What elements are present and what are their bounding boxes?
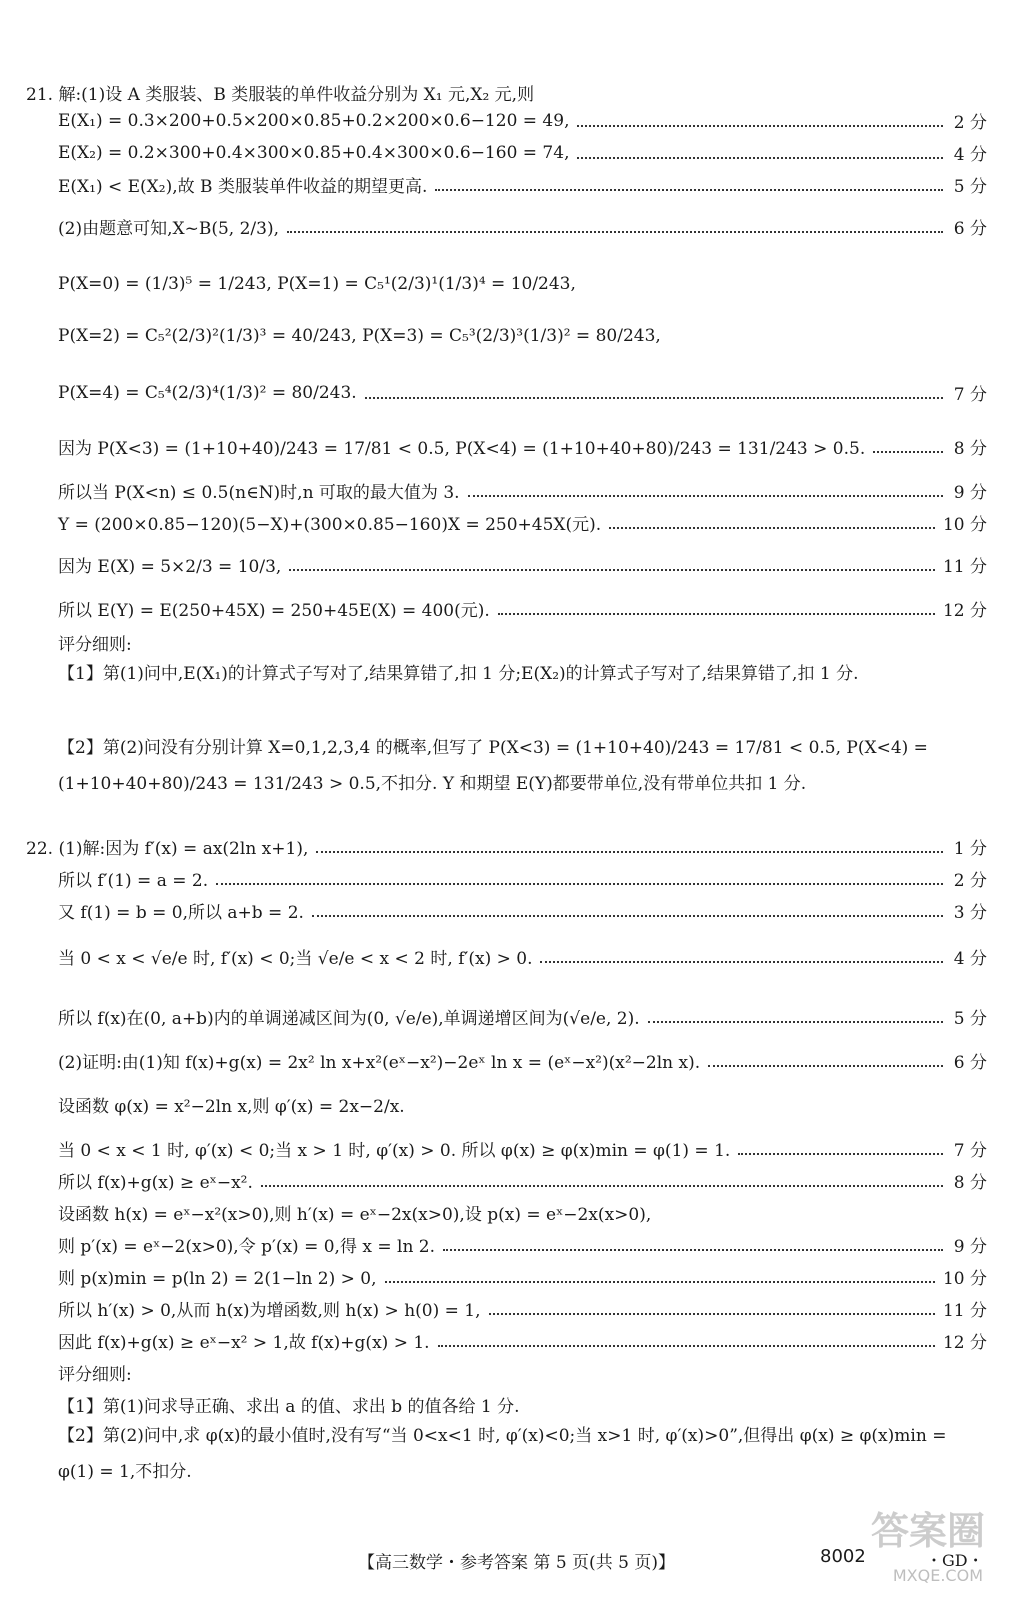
q21-line-2: E(X₂) = 0.2×300+0.4×300×0.85+0.4×300×0.6−160 = 74, 4 分 bbox=[58, 140, 987, 165]
leader-dots bbox=[489, 1312, 935, 1315]
q21-line-12: 所以 E(Y) = E(250+45X) = 250+45E(X) = 400(元). 12 分 bbox=[58, 596, 987, 621]
q22-line-11: 则 p′(x) = eˣ−2(x>0),令 p′(x) = 0,得 x = ln 2. 9 分 bbox=[58, 1232, 987, 1257]
leader-dots bbox=[385, 1280, 935, 1283]
score: 7 分 bbox=[953, 385, 987, 405]
q21-intro: 21. 解:(1)设 A 类服装、B 类服装的单件收益分别为 X₁ 元,X₂ 元,则 bbox=[26, 85, 535, 105]
score: 6 分 bbox=[953, 219, 987, 239]
q22-line-14: 因此 f(x)+g(x) ≥ eˣ−x² > 1,故 f(x)+g(x) > 1. 12 分 bbox=[58, 1328, 987, 1353]
score: 11 分 bbox=[942, 557, 987, 577]
leader-dots bbox=[648, 1020, 943, 1023]
score: 8 分 bbox=[953, 439, 987, 459]
leader-dots bbox=[435, 188, 943, 191]
q22-line-1: 22. (1)解:因为 f′(x) = ax(2ln x+1), 1 分 bbox=[26, 834, 987, 859]
watermark-logo: 答案圈 bbox=[870, 1509, 985, 1553]
leader-dots bbox=[468, 494, 943, 497]
score: 2 分 bbox=[953, 113, 987, 133]
leader-dots bbox=[261, 1184, 943, 1187]
q22-rubric-title: 评分细则: bbox=[58, 1365, 132, 1385]
leader-dots bbox=[216, 882, 943, 885]
score: 1 分 bbox=[953, 839, 987, 859]
leader-dots bbox=[312, 914, 943, 917]
q21-line-1: E(X₁) = 0.3×200+0.5×200×0.85+0.2×200×0.6−120 = 49, 2 分 bbox=[58, 108, 987, 133]
leader-dots bbox=[540, 960, 943, 963]
q21-line-6: P(X=2) = C₅²(2/3)²(1/3)³ = 40/243, P(X=3) = C₅³(2/3)³(1/3)² = 80/243, bbox=[58, 326, 661, 346]
watermark-url: MXQE.COM bbox=[892, 1566, 983, 1585]
leader-dots bbox=[316, 850, 943, 853]
q22-line-13: 所以 h′(x) > 0,从而 h(x)为增函数,则 h(x) > h(0) = 1, 11 分 bbox=[58, 1296, 987, 1321]
footer-tag: ・GD・ bbox=[926, 1551, 984, 1570]
q21-rubric-2: 【2】第(2)问没有分别计算 X=0,1,2,3,4 的概率,但写了 P(X<3) = (1+10+40)/243 = 17/81 < 0.5, P(X<4) = (1+10+40+80)/243 = 131/243 > 0.5,不扣分. Y 和期望 E(Y)都要带单位,没有带单位共扣 1 分. bbox=[58, 738, 928, 794]
leader-dots bbox=[289, 568, 935, 571]
score: 9 分 bbox=[953, 1237, 987, 1257]
leader-dots bbox=[577, 156, 943, 159]
leader-dots bbox=[708, 1064, 943, 1067]
q21-line-3: E(X₁) < E(X₂),故 B 类服装单件收益的期望更高. 5 分 bbox=[58, 172, 987, 197]
score: 8 分 bbox=[953, 1173, 987, 1193]
score: 7 分 bbox=[953, 1141, 987, 1161]
score: 10 分 bbox=[942, 515, 987, 535]
q22-line-4: 当 0 < x < √e/e 时, f′(x) < 0;当 √e/e < x < 2 时, f′(x) > 0. 4 分 bbox=[58, 944, 987, 969]
q22-line-12: 则 p(x)min = p(ln 2) = 2(1−ln 2) > 0, 10 分 bbox=[58, 1264, 987, 1289]
q22-line-10: 设函数 h(x) = eˣ−x²(x>0),则 h′(x) = eˣ−2x(x>0),设 p(x) = eˣ−2x(x>0), bbox=[58, 1205, 652, 1225]
q22-rubric-2: 【2】第(2)问中,求 φ(x)的最小值时,没有写“当 0<x<1 时, φ′(x)<0;当 x>1 时, φ′(x)>0”,但得出 φ(x) ≥ φ(x)min = φ(1) = 1,不扣分. bbox=[58, 1426, 947, 1482]
q22-line-8: 当 0 < x < 1 时, φ′(x) < 0;当 x > 1 时, φ′(x) > 0. 所以 φ(x) ≥ φ(x)min = φ(1) = 1. 7 分 bbox=[58, 1136, 987, 1161]
score: 3 分 bbox=[953, 903, 987, 923]
q22-line-9: 所以 f(x)+g(x) ≥ eˣ−x². 8 分 bbox=[58, 1168, 987, 1193]
leader-dots bbox=[873, 450, 943, 453]
score: 6 分 bbox=[953, 1053, 987, 1073]
leader-dots bbox=[498, 612, 935, 615]
leader-dots bbox=[438, 1344, 935, 1347]
q21-line-11: 因为 E(X) = 5×2/3 = 10/3, 11 分 bbox=[58, 552, 987, 577]
q21-line-8: 因为 P(X<3) = (1+10+40)/243 = 17/81 < 0.5, P(X<4) = (1+10+40+80)/243 = 131/243 > 0.5. 8 分 bbox=[58, 434, 987, 459]
page-footer: 【高三数学・参考答案 第 5 页(共 5 页)】 bbox=[358, 1553, 675, 1573]
q22-rubric-1: 【1】第(1)问求导正确、求出 a 的值、求出 b 的值各给 1 分. bbox=[58, 1397, 520, 1417]
q22-line-6: (2)证明:由(1)知 f(x)+g(x) = 2x² ln x+x²(eˣ−x²)−2eˣ ln x = (eˣ−x²)(x²−2ln x). 6 分 bbox=[58, 1048, 987, 1073]
q21-line-7: P(X=4) = C₅⁴(2/3)⁴(1/3)² = 80/243. 7 分 bbox=[58, 380, 987, 405]
score: 12 分 bbox=[942, 1333, 987, 1353]
q21-rubric-title: 评分细则: bbox=[58, 635, 132, 655]
leader-dots bbox=[577, 124, 943, 127]
q22-line-3: 又 f(1) = b = 0,所以 a+b = 2. 3 分 bbox=[58, 898, 987, 923]
leader-dots bbox=[443, 1248, 943, 1251]
score: 5 分 bbox=[953, 1009, 987, 1029]
q21-line-10: Y = (200×0.85−120)(5−X)+(300×0.85−160)X = 250+45X(元). 10 分 bbox=[58, 510, 987, 535]
score: 4 分 bbox=[953, 949, 987, 969]
q22-line-7: 设函数 φ(x) = x²−2ln x,则 φ′(x) = 2x−2/x. bbox=[58, 1097, 405, 1117]
score: 4 分 bbox=[953, 145, 987, 165]
q21-rubric-1: 【1】第(1)问中,E(X₁)的计算式子写对了,结果算错了,扣 1 分;E(X₂)的计算式子写对了,结果算错了,扣 1 分. bbox=[58, 664, 859, 684]
q21-line-5: P(X=0) = (1/3)⁵ = 1/243, P(X=1) = C₅¹(2/3)¹(1/3)⁴ = 10/243, bbox=[58, 274, 576, 294]
q22-line-5: 所以 f(x)在(0, a+b)内的单调递减区间为(0, √e/e),单调递增区间为(√e/e, 2). 5 分 bbox=[58, 1004, 987, 1029]
score: 12 分 bbox=[942, 601, 987, 621]
score: 5 分 bbox=[953, 177, 987, 197]
score: 10 分 bbox=[942, 1269, 987, 1289]
score: 11 分 bbox=[942, 1301, 987, 1321]
footer-code: 8002 bbox=[820, 1546, 866, 1567]
q22-line-2: 所以 f′(1) = a = 2. 2 分 bbox=[58, 866, 987, 891]
q21-line-4: (2)由题意可知,X~B(5, 2/3), 6 分 bbox=[58, 214, 987, 239]
score: 9 分 bbox=[953, 483, 987, 503]
leader-dots bbox=[287, 230, 943, 233]
leader-dots bbox=[738, 1152, 943, 1155]
score: 2 分 bbox=[953, 871, 987, 891]
leader-dots bbox=[365, 396, 943, 399]
q21-line-9: 所以当 P(X<n) ≤ 0.5(n∈N)时,n 可取的最大值为 3. 9 分 bbox=[58, 478, 987, 503]
leader-dots bbox=[609, 526, 935, 529]
